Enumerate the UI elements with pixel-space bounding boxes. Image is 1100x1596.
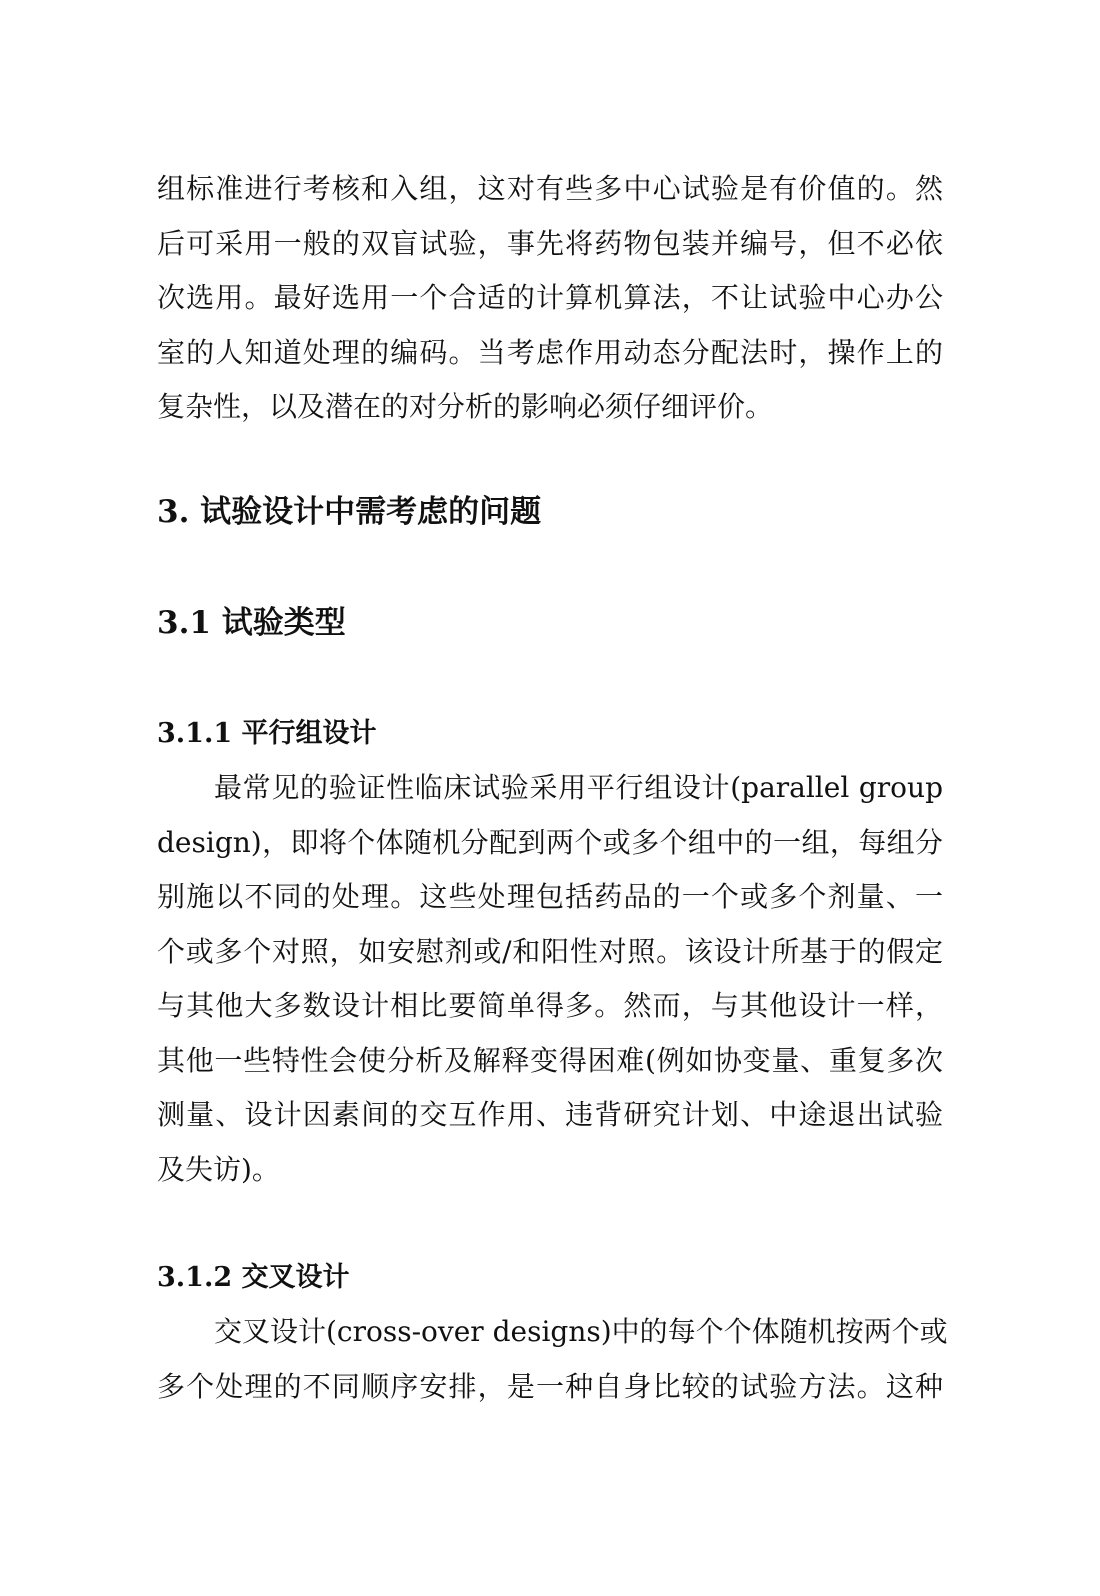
paragraph-line: 与其他大多数设计相比要简单得多。然而，与其他设计一样， — [157, 989, 943, 1022]
paragraph-line: 别施以不同的处理。这些处理包括药品的一个或多个剂量、一 — [157, 880, 943, 913]
paragraph-line: 后可采用一般的双盲试验，事先将药物包装并编号，但不必依 — [157, 226, 943, 260]
parallel-group-paragraph — [157, 761, 943, 1197]
paragraph-line: 其他一些特性会使分析及解释变得困难(例如协变量、重复多次 — [157, 1043, 943, 1077]
intro-paragraph — [157, 162, 943, 435]
section-heading-3: 3. 试验设计中需考虑的问题 — [157, 494, 542, 530]
paragraph-line: 组标准进行考核和入组，这对有些多中心试验是有价值的。然 — [157, 172, 943, 205]
crossover-paragraph — [157, 1305, 948, 1414]
paragraph-line: 个或多个对照，如安慰剂或/和阳性对照。该设计所基于的假定 — [157, 934, 943, 968]
section-heading-3-1-1: 3.1.1 平行组设计 — [157, 718, 377, 749]
section-heading-3-1: 3.1 试验类型 — [157, 605, 346, 641]
paragraph-line: 交叉设计(cross-over designs)中的每个个体随机按两个或 — [214, 1315, 948, 1348]
paragraph-line: 测量、设计因素间的交互作用、违背研究计划、中途退出试验 — [157, 1098, 943, 1131]
paragraph-line: 复杂性，以及潜在的对分析的影响必须仔细评价。 — [157, 390, 774, 423]
paragraph-line: 及失访)。 — [157, 1152, 280, 1186]
paragraph-line: 次选用。最好选用一个合适的计算机算法，不让试验中心办公 — [157, 281, 943, 314]
paragraph-line: 室的人知道处理的编码。当考虑作用动态分配法时，操作上的 — [157, 335, 943, 369]
paragraph-line: 最常见的验证性临床试验采用平行组设计(parallel group — [214, 771, 943, 804]
paragraph-line: design)，即将个体随机分配到两个或多个组中的一组，每组分 — [157, 825, 943, 859]
paragraph-line: 多个处理的不同顺序安排，是一种自身比较的试验方法。这种 — [157, 1369, 943, 1403]
section-heading-3-1-2: 3.1.2 交叉设计 — [157, 1262, 350, 1293]
